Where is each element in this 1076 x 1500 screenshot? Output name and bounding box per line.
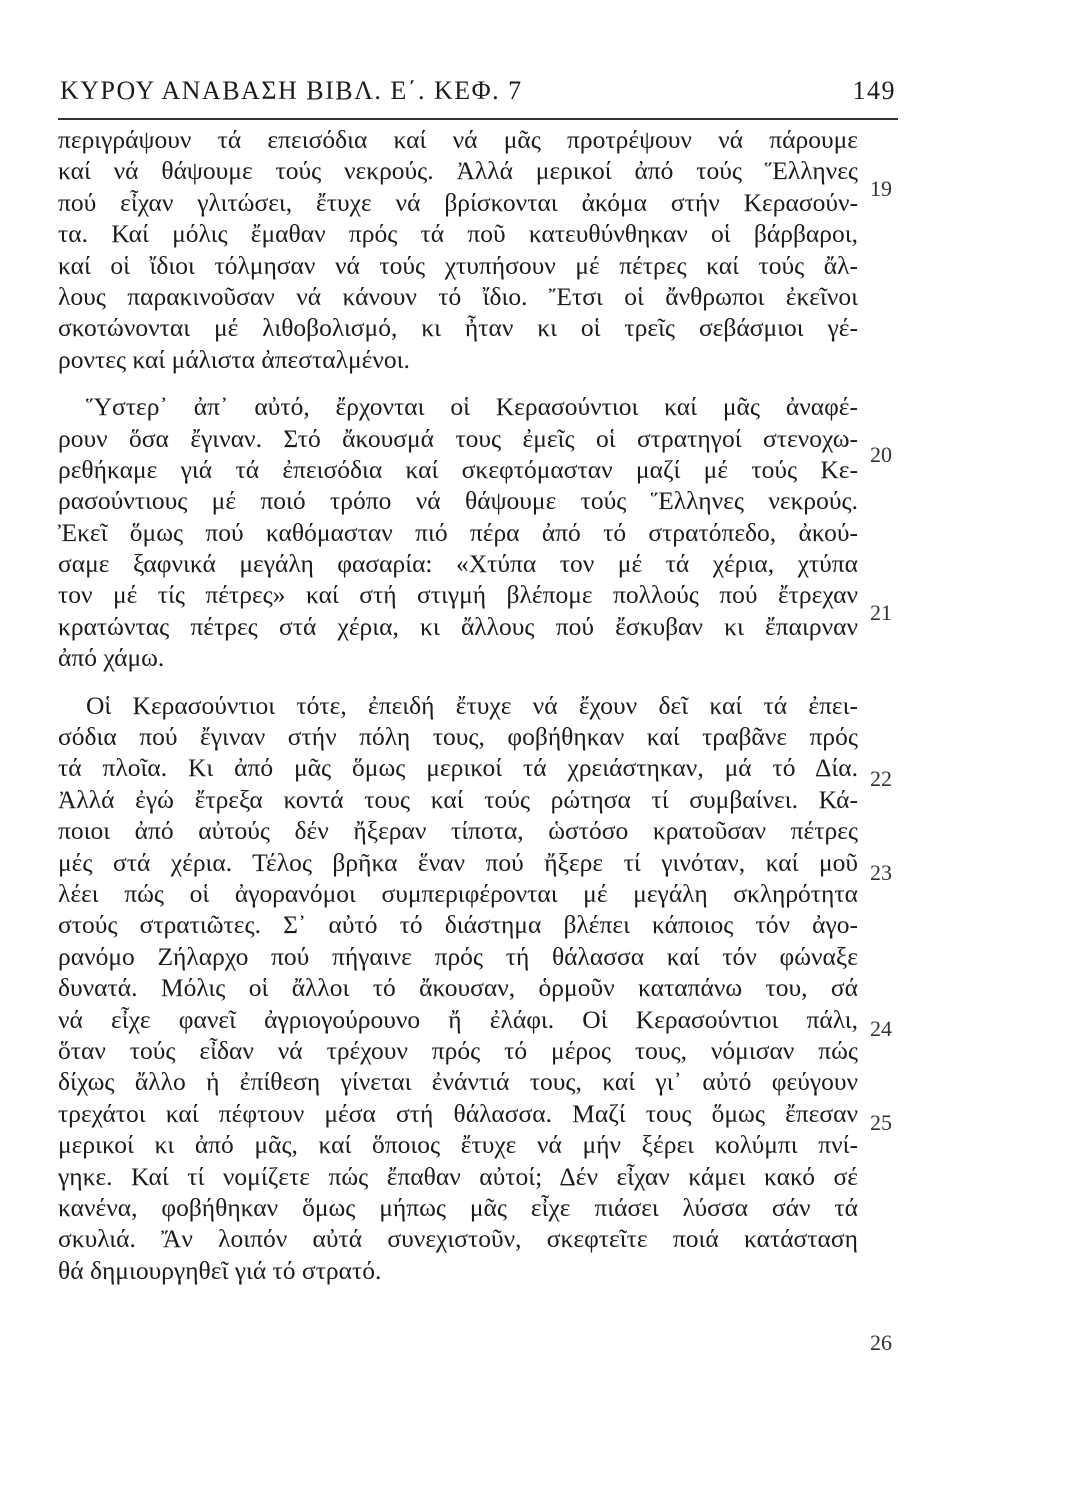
section-number: 20	[870, 442, 892, 467]
text-line: κανένα, φοβήθηκαν ὅμως μήπως μᾶς εἶχε πιάσει λύσσα σάν τά	[58, 1192, 858, 1222]
text-line: ποιοι ἀπό αὐτούς δέν ἤξεραν τίποτα, ὡστόσο κρατοῦσαν πέτρες	[58, 816, 858, 846]
header-title: ΚΥΡΟΥ ΑΝΑΒΑΣΗ ΒΙΒΛ. Ε΄. ΚΕΦ. 7	[60, 76, 523, 105]
section-number: 26	[870, 1330, 892, 1355]
text-line: πού εἶχαν γλιτώσει, ἔτυχε νά βρίσκονται ἀκόμα στήν Κερασούν-	[58, 187, 858, 217]
page-number: 149	[852, 76, 896, 105]
running-header	[60, 72, 896, 112]
paragraph	[58, 690, 858, 1286]
section-number: 24	[870, 1016, 892, 1041]
text-line: ὅταν τούς εἶδαν νά τρέχουν πρός τό μέρος τους, νόμισαν πώς	[58, 1035, 858, 1065]
text-line: στούς στρατιῶτες. Σ᾽ αὐτό τό διάστημα βλέπει κάποιος τόν ἀγο-	[58, 910, 858, 940]
text-line: ρεθήκαμε γιά τά ἐπεισόδια καί σκεφτόμασταν μαζί μέ τούς Κε-	[58, 454, 858, 484]
text-line: σαμε ξαφνικά μεγάλη φασαρία: «Χτύπα τον μέ τά χέρια, χτύπα	[58, 549, 858, 579]
text-line: τον μέ τίς πέτρες» καί στή στιγμή βλέπομε πολλούς πού ἔτρεχαν	[58, 580, 858, 610]
text-line: ρανόμο Ζήλαρχο πού πήγαινε πρός τή θάλασσα καί τόν φώναξε	[58, 941, 858, 971]
text-line: Ἀλλά ἐγώ ἔτρεξα κοντά τους καί τούς ρώτησα τί συμβαίνει. Κά-	[58, 784, 858, 814]
paragraph	[58, 124, 858, 375]
text-line: ἀπό χάμω.	[58, 643, 165, 673]
text-line: λέει πώς οἱ ἀγορανόμοι συμπεριφέρονται μέ μεγάλη σκληρότητα	[58, 878, 858, 908]
text-line: καί οἱ ἴδιοι τόλμησαν νά τούς χτυπήσουν μέ πέτρες καί τούς ἄλ-	[58, 250, 858, 280]
text-line: σκυλιά. Ἄν λοιπόν αὐτά συνεχιστοῦν, σκεφτεῖτε ποιά κατάσταση	[58, 1224, 858, 1254]
text-line: λους παρακινοῦσαν νά κάνουν τό ἴδιο. Ἔτσι οἱ ἄνθρωποι ἐκεῖνοι	[58, 281, 858, 311]
text-line: Οἱ Κερασούντιοι τότε, ἐπειδή ἔτυχε νά ἔχουν δεῖ καί τά ἐπει-	[86, 690, 858, 720]
text-line: δίχως ἄλλο ἡ ἐπίθεση γίνεται ἐνάντιά τους, καί γι᾽ αὐτό φεύγουν	[58, 1067, 858, 1097]
text-line: ροντες καί μάλιστα ἀπεσταλμένοι.	[58, 344, 410, 374]
paragraph	[58, 391, 858, 674]
text-line: θά δημιουργηθεῖ γιά τό στρατό.	[58, 1255, 382, 1285]
text-line: δυνατά. Μόλις οἱ ἄλλοι τό ἄκουσαν, ὁρμοῦν καταπάνω του, σά	[58, 973, 858, 1003]
text-line: καί νά θάψουμε τούς νεκρούς. Ἀλλά μερικοί ἀπό τούς Ἕλληνες	[58, 156, 858, 186]
text-line: σόδια πού ἔγιναν στήν πόλη τους, φοβήθηκαν καί τραβᾶνε πρός	[58, 722, 858, 752]
text-line: ρασούντιους μέ ποιό τρόπο νά θάψουμε τούς Ἕλληνες νεκρούς.	[58, 486, 858, 516]
section-number: 21	[870, 600, 892, 625]
text-line: τρεχάτοι καί πέφτουν μέσα στή θάλασσα. Μαζί τους ὅμως ἔπεσαν	[58, 1098, 858, 1128]
section-number: 25	[870, 1110, 892, 1135]
text-line: κρατώντας πέτρες στά χέρια, κι ἄλλους πού ἔσκυβαν κι ἔπαιρναν	[58, 611, 858, 641]
text-line: τά πλοῖα. Κι ἀπό μᾶς ὅμως μερικοί τά χρειάστηκαν, μά τό Δία.	[58, 753, 858, 783]
section-number: 22	[870, 766, 892, 791]
text-line: τα. Καί μόλις ἔμαθαν πρός τά ποῦ κατευθύνθηκαν οἱ βάρβαροι,	[58, 219, 858, 249]
text-line: ρουν ὅσα ἔγιναν. Στό ἄκουσμά τους ἐμεῖς οἱ στρατηγοί στενοχω-	[58, 423, 858, 453]
text-line: μερικοί κι ἀπό μᾶς, καί ὅποιος ἔτυχε νά μήν ξέρει κολύμπι πνί-	[58, 1130, 858, 1160]
section-number: 19	[870, 176, 892, 201]
text-line: Ἐκεῖ ὅμως πού καθόμασταν πιό πέρα ἀπό τό στρατόπεδο, ἀκού-	[58, 517, 858, 547]
text-line: σκοτώνονται μέ λιθοβολισμό, κι ἦταν κι οἱ τρεῖς σεβάσμιοι γέ-	[58, 313, 858, 343]
text-line: Ὕστερ᾽ ἀπ᾽ αὐτό, ἔρχονται οἱ Κερασούντιοι καί μᾶς ἀναφέ-	[86, 392, 858, 422]
body-text	[58, 124, 858, 1286]
text-line: περιγράψουν τά επεισόδια καί νά μᾶς προτρέψουν νά πάρουμε	[58, 125, 858, 154]
text-line: μές στά χέρια. Τέλος βρῆκα ἕναν πού ἤξερε τί γινόταν, καί μοῦ	[58, 847, 858, 877]
header-rule	[58, 118, 898, 120]
text-line: νά εἶχε φανεῖ ἀγριογούρουνο ἤ ἐλάφι. Οἱ Κερασούντιοι πάλι,	[58, 1004, 858, 1034]
text-line: γηκε. Καί τί νομίζετε πώς ἔπαθαν αὐτοί; Δέν εἶχαν κάμει κακό σέ	[58, 1161, 858, 1191]
section-number: 23	[870, 860, 892, 885]
